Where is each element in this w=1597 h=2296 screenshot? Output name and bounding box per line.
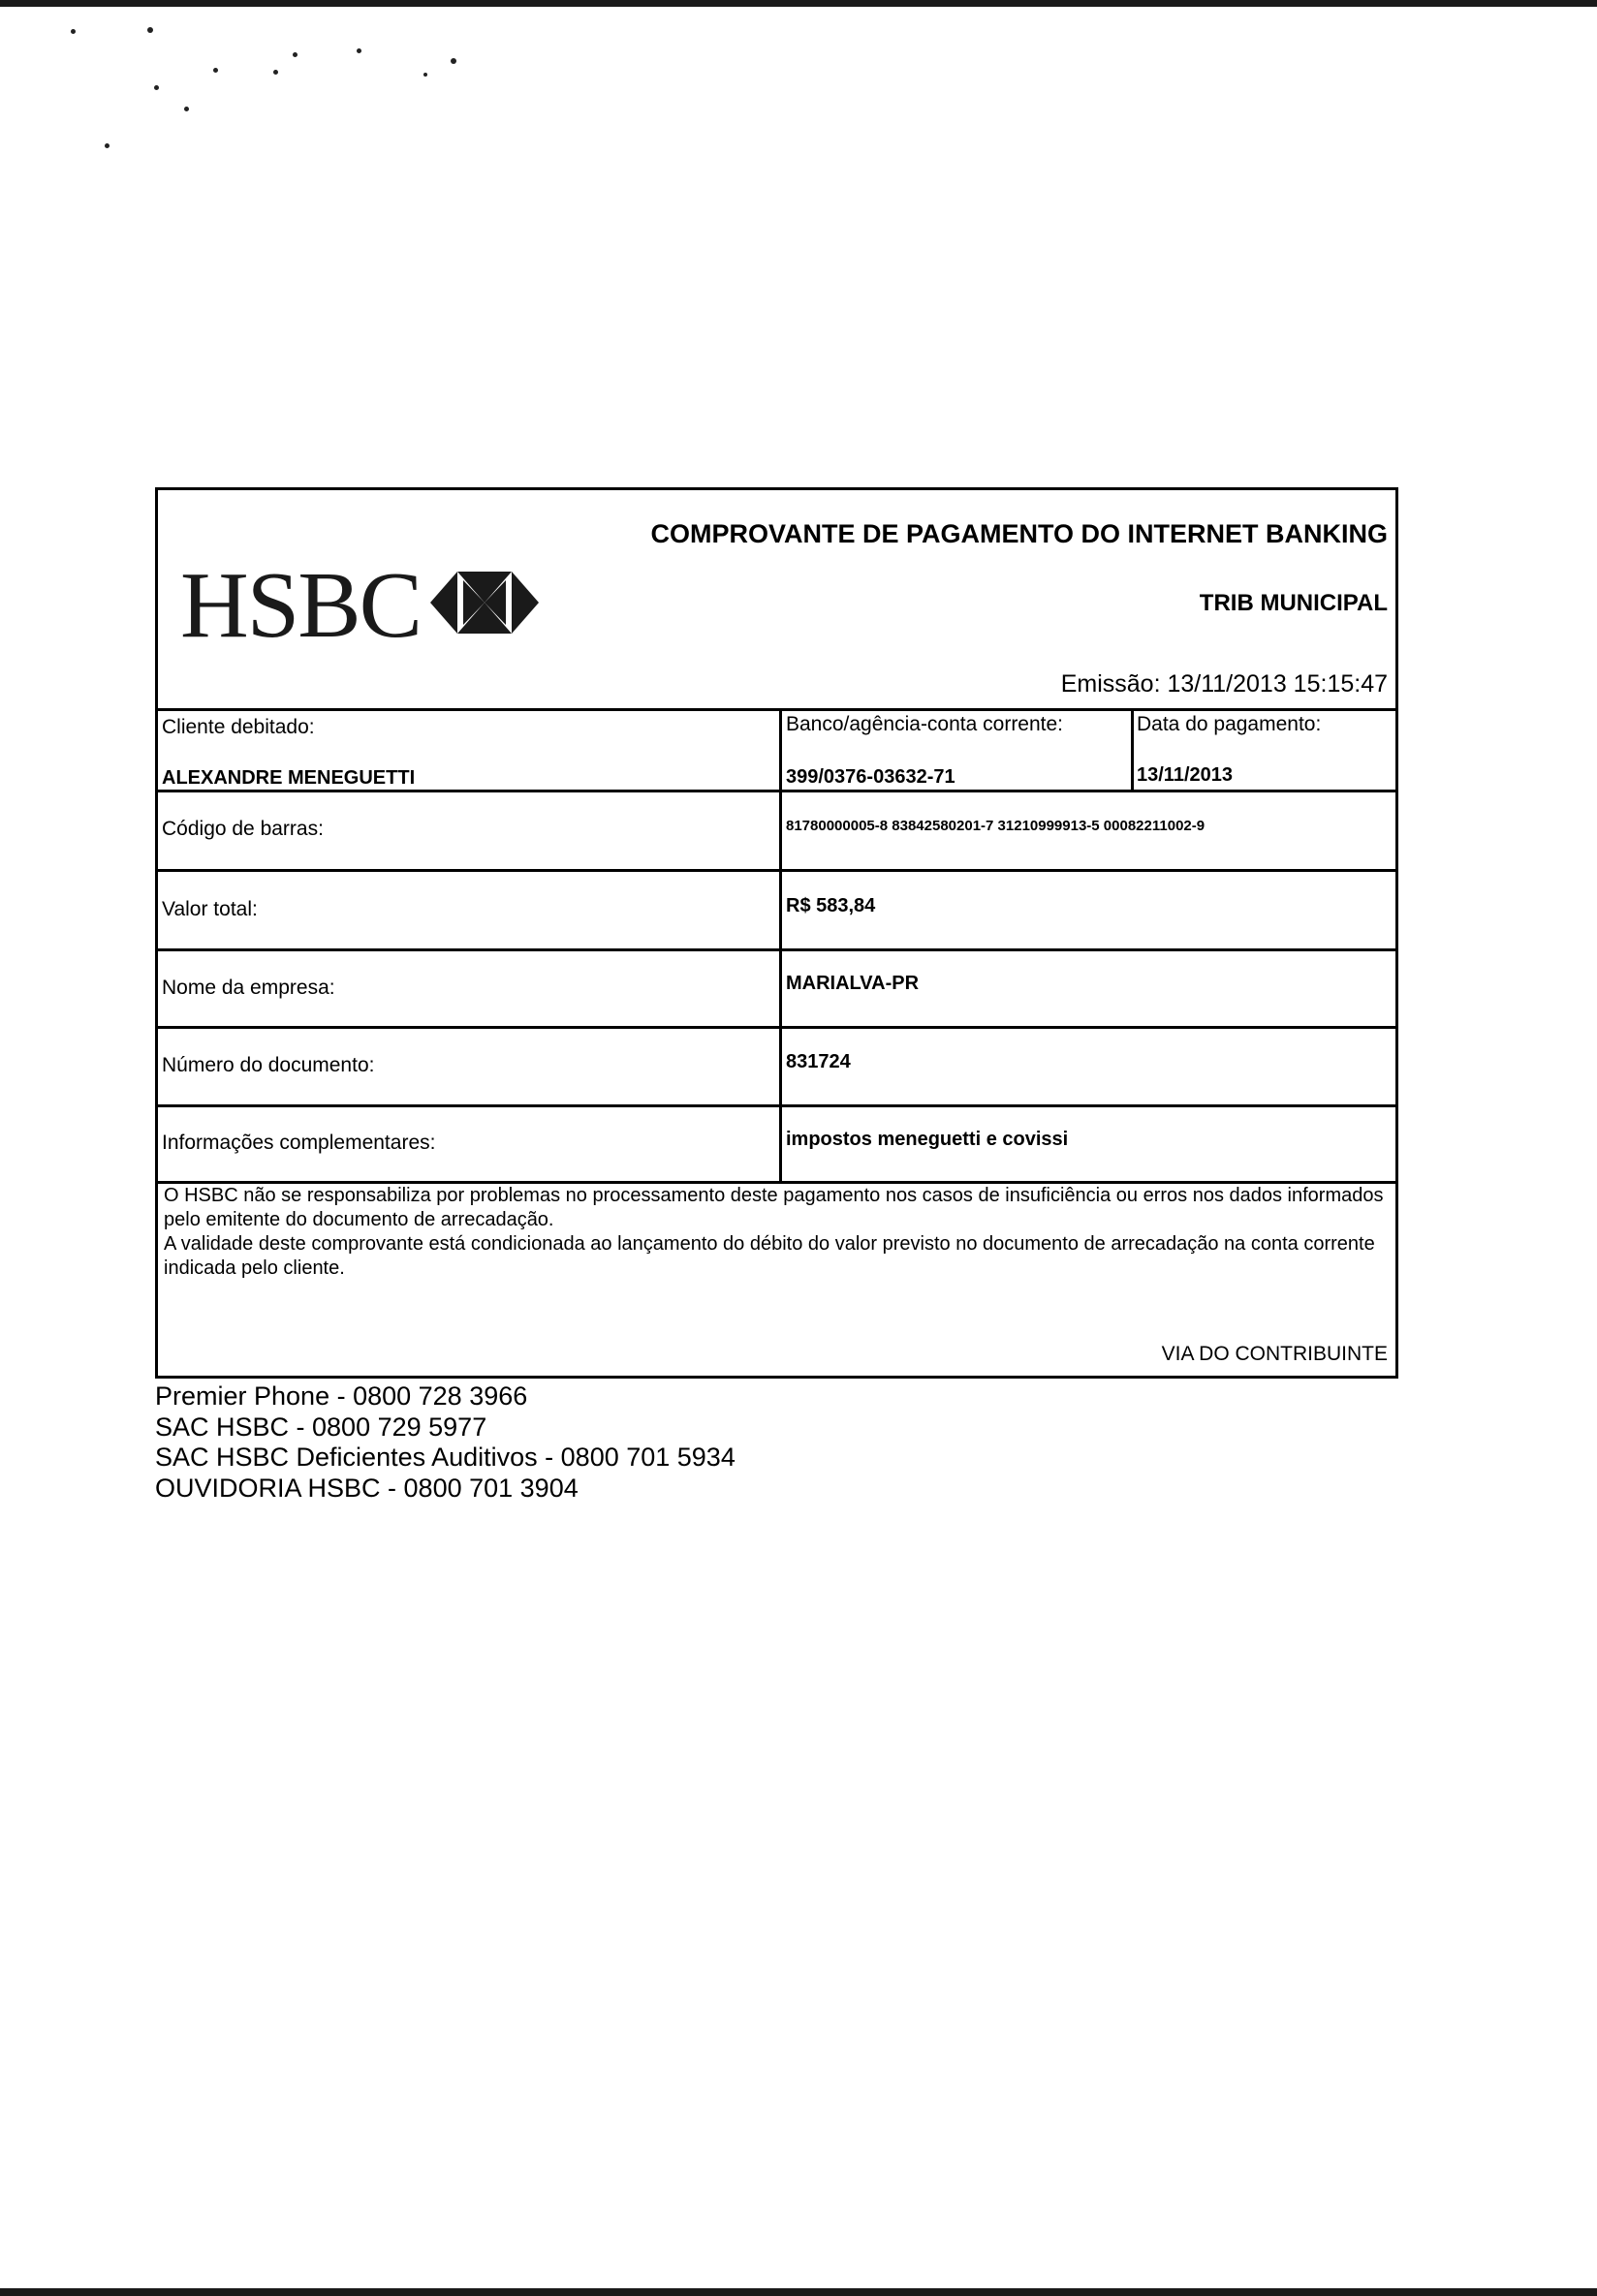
- cliente-value: ALEXANDRE MENEGUETTI: [162, 767, 416, 789]
- cliente-label: Cliente debitado:: [162, 716, 315, 738]
- scan-speck: [451, 58, 456, 64]
- scan-bottom-edge: [0, 2288, 1597, 2296]
- nome-empresa-label: Nome da empresa:: [162, 977, 335, 999]
- payment-receipt: [155, 487, 1398, 1379]
- scan-speck: [184, 107, 189, 111]
- hsbc-logo-text: HSBC: [180, 553, 422, 658]
- row-divider: [158, 790, 1395, 792]
- data-pagamento-value: 13/11/2013: [1137, 764, 1233, 786]
- scan-speck: [357, 48, 361, 53]
- contact-line: OUVIDORIA HSBC - 0800 701 3904: [155, 1473, 579, 1503]
- disclaimer: [164, 1184, 1385, 1281]
- banco-label: Banco/agência-conta corrente:: [786, 713, 1064, 735]
- contact-list: [155, 1381, 736, 1504]
- row-divider: [158, 869, 1395, 872]
- row-divider: [158, 1104, 1395, 1107]
- via-contribuinte: VIA DO CONTRIBUINTE: [1161, 1343, 1388, 1365]
- row-divider: [158, 708, 1395, 711]
- disclaimer-paragraph: O HSBC não se responsabiliza por problemas no processamento deste pagamento nos casos de insuficiência ou erros nos dados informados pelo emitente do documento de arrecadação.: [164, 1185, 1384, 1230]
- hsbc-hexagon-icon: [430, 572, 539, 634]
- scan-speck: [273, 70, 278, 75]
- banco-value: 399/0376-03632-71: [786, 766, 955, 788]
- column-divider: [1131, 708, 1134, 790]
- scan-speck: [154, 85, 159, 90]
- valor-total-label: Valor total:: [162, 898, 258, 920]
- nome-empresa-value: MARIALVA-PR: [786, 973, 920, 994]
- contact-line: SAC HSBC Deficientes Auditivos - 0800 701 5934: [155, 1443, 736, 1472]
- column-divider: [779, 708, 782, 1181]
- payment-type: TRIB MUNICIPAL: [1199, 590, 1388, 616]
- row-divider: [158, 948, 1395, 951]
- page-title: COMPROVANTE DE PAGAMENTO DO INTERNET BANKING: [650, 519, 1388, 548]
- scan-speck: [213, 68, 218, 73]
- codigo-barras-label: Código de barras:: [162, 818, 324, 840]
- numero-documento-label: Número do documento:: [162, 1054, 375, 1076]
- informacoes-label: Informações complementares:: [162, 1132, 436, 1154]
- issue-timestamp: Emissão: 13/11/2013 15:15:47: [1060, 670, 1388, 698]
- scan-speck: [105, 143, 110, 148]
- scan-top-edge: [0, 0, 1597, 7]
- valor-total-value: R$ 583,84: [786, 895, 876, 916]
- scan-speck: [423, 73, 427, 77]
- scan-speck: [71, 29, 76, 34]
- row-divider: [158, 1026, 1395, 1029]
- contact-line: SAC HSBC - 0800 729 5977: [155, 1412, 487, 1442]
- disclaimer-paragraph: A validade deste comprovante está condicionada ao lançamento do débito do valor previsto no documento de arrecadação na conta corrente indicada pelo cliente.: [164, 1233, 1375, 1279]
- scan-speck: [293, 52, 297, 57]
- codigo-barras-value: 81780000005-8 83842580201-7 31210999913-5 00082211002-9: [786, 818, 1206, 834]
- informacoes-value: impostos meneguetti e covissi: [786, 1129, 1069, 1150]
- scan-speck: [147, 27, 153, 33]
- contact-line: Premier Phone - 0800 728 3966: [155, 1381, 528, 1411]
- numero-documento-value: 831724: [786, 1051, 851, 1072]
- data-pagamento-label: Data do pagamento:: [1137, 713, 1322, 735]
